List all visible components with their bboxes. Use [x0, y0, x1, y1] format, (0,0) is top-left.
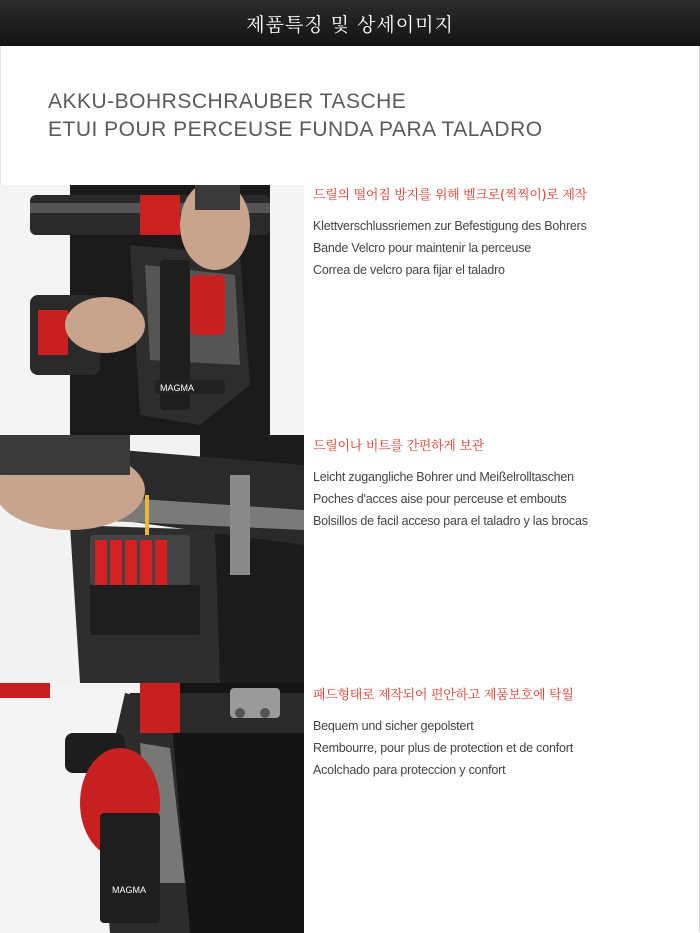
feature-line: Klettverschlussriemen zur Befestigung des Bohrers [313, 219, 587, 233]
feature-line: Leicht zugangliche Bohrer und Meißelrolltaschen [313, 470, 574, 484]
photo-padded-holster [0, 683, 304, 933]
photo-velcro-strap [0, 185, 304, 435]
feature-line: Bequem und sicher gepolstert [313, 719, 474, 733]
feature-line: Bande Velcro pour maintenir la perceuse [313, 241, 532, 255]
feature-heading: 드릴의 떨어짐 방지를 위해 벨크로(찍찍이)로 제작 [313, 188, 587, 203]
magma-logo-2: MAGMA [112, 885, 147, 895]
feature-line: Rembourre, pour plus de protection et de confort [313, 741, 573, 755]
feature-bit-storage [313, 435, 683, 532]
product-title-line1: AKKU-BOHRSCHRAUBER TASCHE [48, 90, 407, 113]
feature-heading: 드릴이나 비트를 간편하게 보관 [313, 439, 484, 454]
photo-bit-pockets [0, 435, 304, 683]
feature-padding [313, 684, 683, 781]
header-bar [0, 0, 700, 46]
feature-line: Poches d'acces aise pour perceuse et embouts [313, 492, 567, 506]
feature-velcro [313, 184, 683, 281]
feature-line: Acolchado para proteccion y confort [313, 763, 506, 777]
product-title [48, 88, 543, 144]
header-title: 제품특징 및 상세이미지 [246, 13, 454, 36]
product-title-line2: ETUI POUR PERCEUSE FUNDA PARA TALADRO [48, 118, 543, 141]
feature-line: Bolsillos de facil acceso para el taladro y las brocas [313, 514, 588, 528]
feature-line: Correa de velcro para fijar el taladro [313, 263, 505, 277]
feature-heading: 패드형태로 제작되어 편안하고 제품보호에 탁월 [313, 688, 574, 703]
magma-logo-1: MAGMA [160, 383, 195, 393]
